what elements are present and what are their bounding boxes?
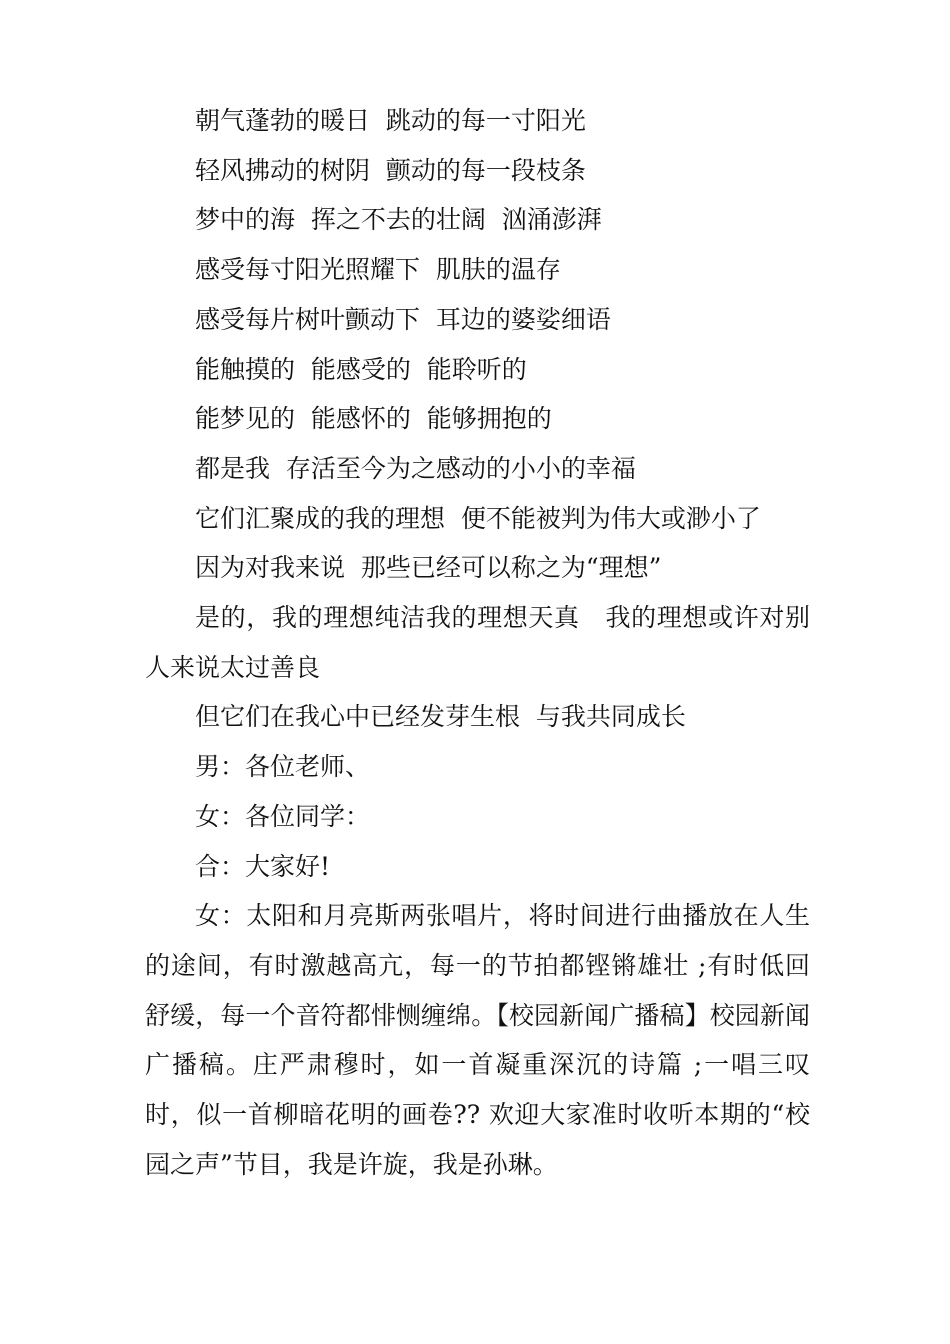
paragraph-14: 女：各位同学： <box>195 801 371 831</box>
paragraph-6: 能触摸的 能感受的 能聆听的 <box>195 354 527 384</box>
paragraph-10: 因为对我来说 那些已经可以称之为“理想” <box>195 553 662 583</box>
paragraph-12: 但它们在我心中已经发芽生根 与我共同成长 <box>195 702 686 732</box>
paragraph-5: 感受每片树叶颤动下 耳边的婆娑细语 <box>195 304 611 334</box>
paragraph-9: 它们汇聚成的我的理想 便不能被判为伟大或渺小了 <box>195 503 761 533</box>
paragraph-13: 男：各位老师、 <box>195 752 371 782</box>
paragraph-16: 女：太阳和月亮斯两张唱片，将时间进行曲播放在人生的途间，有时激越高亢，每一的节拍都铿锵雄壮 ;有时低回舒缓，每一个音符都悱恻缠绵。【校园新闻广播稿】校园新闻广播稿。庄严肃穆时，如一首凝重深沉的诗篇 ;一唱三叹时，似一首柳暗花明的画卷?? 欢迎大家准时收听本期的“校园之声”节目，我是许旋，我是孙琳。 <box>145 901 810 1179</box>
paragraph-4: 感受每寸阳光照耀下 肌肤的温存 <box>195 255 561 285</box>
paragraph-1: 朝气蓬勃的暖日 跳动的每一寸阳光 <box>195 106 586 135</box>
paragraph-7: 能梦见的 能感怀的 能够拥抱的 <box>195 404 552 434</box>
paragraph-3: 梦中的海 挥之不去的壮阔 汹涌澎湃 <box>195 205 602 235</box>
paragraph-15: 合：大家好! <box>195 851 331 881</box>
paragraph-2: 轻风拂动的树阴 颤动的每一段枝条 <box>195 155 586 185</box>
document-body <box>145 96 810 1189</box>
paragraph-11: 是的，我的理想纯洁我的理想天真 我的理想或许对别人来说太过善良 <box>145 603 810 682</box>
paragraph-8: 都是我 存活至今为之感动的小小的幸福 <box>195 453 636 483</box>
